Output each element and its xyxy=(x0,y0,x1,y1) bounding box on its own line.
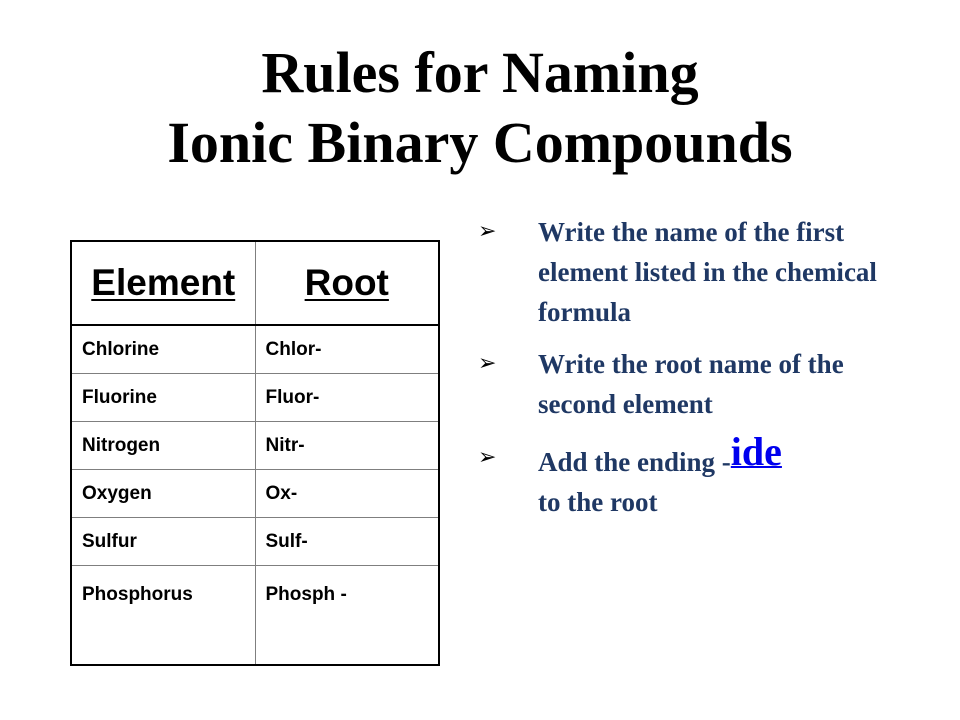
title-line-2: Ionic Binary Compounds xyxy=(167,110,793,175)
element-root-table xyxy=(70,240,440,666)
header-element: Element xyxy=(71,241,255,325)
slide-title xyxy=(0,38,960,178)
bullet-text: Write the root name of the second element xyxy=(538,349,844,419)
element-cell: Sulfur xyxy=(71,518,255,566)
table-row xyxy=(71,518,439,566)
table-row xyxy=(71,566,439,666)
table-row xyxy=(71,325,439,374)
header-root: Root xyxy=(255,241,439,325)
root-cell xyxy=(255,566,439,666)
bullet-item xyxy=(478,212,908,332)
table-header-row xyxy=(71,241,439,325)
bullet-suffix: to the root xyxy=(538,487,658,517)
table-row xyxy=(71,470,439,518)
root-cell: Nitr- xyxy=(255,422,439,470)
element-cell: Chlorine xyxy=(71,325,255,374)
arrow-bullet-icon: ➢ xyxy=(478,219,497,244)
root-cell: Chlor- xyxy=(255,325,439,374)
bullet-item xyxy=(478,344,908,424)
rules-bullet-list xyxy=(478,212,908,534)
arrow-bullet-icon: ➢ xyxy=(478,351,497,376)
root-cell: Ox- xyxy=(255,470,439,518)
element-cell: Nitrogen xyxy=(71,422,255,470)
root-cell-text: Phosph - xyxy=(265,584,347,605)
table-row xyxy=(71,374,439,422)
roots-table-wrapper xyxy=(70,240,440,650)
bullet-item xyxy=(478,429,908,522)
bullet-text: Write the name of the first element listed in the chemical formula xyxy=(538,217,877,327)
bullet-prefix: Add the ending - xyxy=(538,447,731,477)
element-cell: Oxygen xyxy=(71,470,255,518)
ide-link[interactable]: ide xyxy=(730,429,782,474)
element-cell: Phosphorus xyxy=(71,566,255,666)
root-cell: Fluor- xyxy=(255,374,439,422)
root-cell: Sulf- xyxy=(255,518,439,566)
title-line-1: Rules for Naming xyxy=(261,40,699,105)
arrow-bullet-icon: ➢ xyxy=(478,445,497,470)
table-row xyxy=(71,422,439,470)
element-cell: Fluorine xyxy=(71,374,255,422)
